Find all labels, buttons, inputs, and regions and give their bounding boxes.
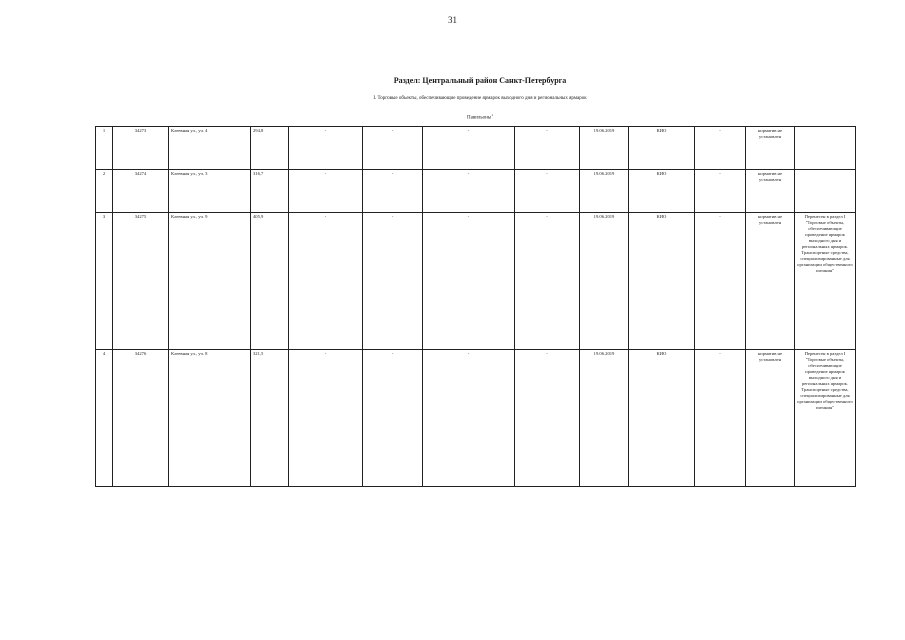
- page-number: 31: [448, 15, 457, 25]
- cell-col5: -: [289, 350, 363, 487]
- cell-date: 19.06.2019: [580, 350, 629, 487]
- cell-date: 19.06.2019: [580, 213, 629, 350]
- cell-col8: -: [515, 170, 580, 213]
- cell-col11: -: [695, 350, 746, 487]
- cell-norm: норматив не установлен: [746, 350, 795, 487]
- cell-col6: -: [363, 213, 423, 350]
- subheading-text: Павильоны: [467, 115, 492, 121]
- cell-norm: норматив не установлен: [746, 170, 795, 213]
- table-row: [96, 350, 856, 487]
- cell-col11: -: [695, 170, 746, 213]
- cell-note: [795, 127, 856, 170]
- cell-number: 2: [96, 170, 113, 213]
- cell-code: 34273: [113, 127, 169, 170]
- section-title: Раздел: Центральный район Санкт-Петербурга: [393, 76, 567, 85]
- table-subheading: [0, 113, 905, 121]
- cell-norm: норматив не установлен: [746, 127, 795, 170]
- cell-col7: -: [423, 127, 515, 170]
- cell-date: 19.06.2019: [580, 127, 629, 170]
- cell-col11: -: [695, 127, 746, 170]
- cell-col6: -: [363, 350, 423, 487]
- cell-col6: -: [363, 127, 423, 170]
- cell-col7: -: [423, 350, 515, 487]
- cell-col7: -: [423, 213, 515, 350]
- cell-org: КИО: [629, 350, 695, 487]
- cell-number: 1: [96, 127, 113, 170]
- cell-address: Клеевная ул., уч. 9: [169, 213, 251, 350]
- table-row: [96, 127, 856, 170]
- cell-org: КИО: [629, 127, 695, 170]
- cell-note: Перенесен в раздел I "Торговые объекты, обеспечивающие проведение ярмарок выходного дня и региональных ярмарок. Транспортные средства, специализированные для организации общественного питания": [795, 213, 856, 350]
- cell-address: Клеевная ул., уч. 4: [169, 127, 251, 170]
- cell-address: Клеевная ул., уч. 8: [169, 350, 251, 487]
- table-row: [96, 213, 856, 350]
- cell-col7: -: [423, 170, 515, 213]
- cell-norm: норматив не установлен: [746, 213, 795, 350]
- cell-col8: -: [515, 213, 580, 350]
- cell-note: [795, 170, 856, 213]
- cell-area: 294,8: [251, 127, 289, 170]
- cell-area: 316,7: [251, 170, 289, 213]
- cell-col5: -: [289, 170, 363, 213]
- cell-number: 4: [96, 350, 113, 487]
- cell-org: КИО: [629, 170, 695, 213]
- cell-col5: -: [289, 127, 363, 170]
- cell-code: 34274: [113, 170, 169, 213]
- cell-address: Клеевная ул., уч. 3: [169, 170, 251, 213]
- cell-date: 19.06.2019: [580, 170, 629, 213]
- cell-area: 321,5: [251, 350, 289, 487]
- cell-org: КИО: [629, 213, 695, 350]
- cell-col8: -: [515, 127, 580, 170]
- cell-code: 34276: [113, 350, 169, 487]
- cell-note: Перенесен в раздел I "Торговые объекты, обеспечивающие проведение ярмарок выходного дня и региональных ярмарок. Транспортные средства, специализированные для организации общественного питания": [795, 350, 856, 487]
- cell-col5: -: [289, 213, 363, 350]
- cell-number: 3: [96, 213, 113, 350]
- cell-col8: -: [515, 350, 580, 487]
- registry-table: [95, 126, 856, 487]
- footnote-marker: 1: [491, 113, 493, 117]
- cell-col6: -: [363, 170, 423, 213]
- cell-code: 34275: [113, 213, 169, 350]
- cell-col11: -: [695, 213, 746, 350]
- cell-area: 405,9: [251, 213, 289, 350]
- table-row: [96, 170, 856, 213]
- section-subtitle: I. Торговые объекты, обеспечивающие проведение ярмарок выходного дня и региональных ярмарок: [373, 96, 587, 101]
